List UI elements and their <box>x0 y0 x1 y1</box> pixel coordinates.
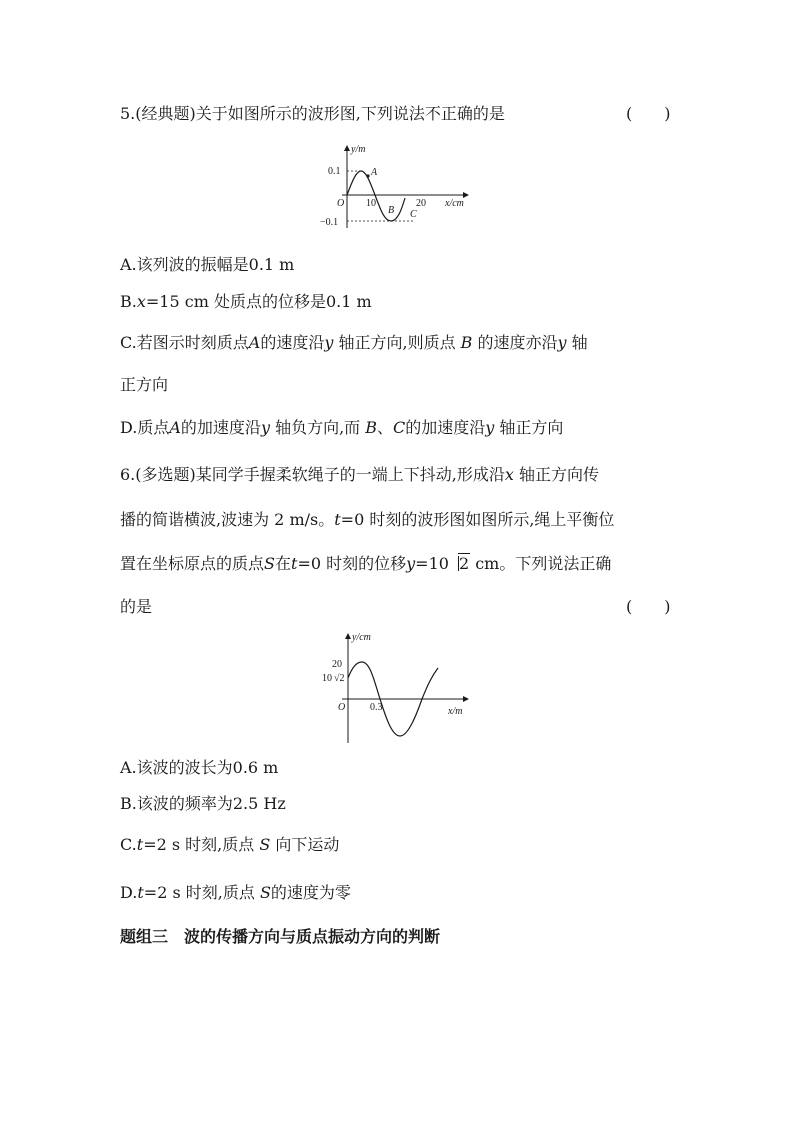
q5-wave-curve <box>347 171 405 221</box>
q5-label-c: C <box>410 209 417 220</box>
q6-option-a: A.该波的波长为0.6 m <box>120 758 279 777</box>
q6-tick-10r2: 10 √2 <box>322 673 345 684</box>
q5-tick-20: 20 <box>416 198 426 209</box>
q6-tick-03: 0.3 <box>370 702 383 713</box>
q6-tick-20: 20 <box>332 659 342 670</box>
q5-label-b: B <box>388 205 395 216</box>
q5-origin: O <box>337 198 345 209</box>
q6-y-axis-label: y/cm <box>352 632 371 643</box>
q6-origin: O <box>338 702 346 713</box>
q6-stem-line3: 置在坐标原点的质点S在t=0 时刻的位移y=10 2 cm。下列说法正确 <box>120 554 612 573</box>
q5-tick-neg: −0.1 <box>320 217 339 228</box>
q5-option-a: A.该列波的振幅是0.1 m <box>120 255 295 274</box>
q6-answer-paren: ( ) <box>626 597 671 616</box>
q5-label-a: A <box>371 167 378 178</box>
q5-wave-figure <box>320 140 480 235</box>
q6-option-b: B.该波的频率为2.5 Hz <box>120 794 286 813</box>
q5-option-b: B.x=15 cm 处质点的位移是0.1 m <box>120 292 372 311</box>
q6-stem-line2: 播的简谐横波,波速为 2 m/s。t=0 时刻的波形图如图所示,绳上平衡位 <box>120 510 615 529</box>
q6-wave-figure <box>318 628 478 746</box>
q5-option-c: C.若图示时刻质点A的速度沿y 轴正方向,则质点 B 的速度亦沿y 轴 <box>120 333 588 352</box>
q6-x-axis-label: x/m <box>448 706 463 717</box>
q6-option-c: C.t=2 s 时刻,质点 S 向下运动 <box>120 835 340 854</box>
q5-x-axis-label: x/cm <box>445 198 464 209</box>
section-title: 题组三 波的传播方向与质点振动方向的判断 <box>120 927 441 946</box>
sqrt-symbol: 2 <box>449 554 470 574</box>
q5-point-a <box>366 174 369 177</box>
q6-stem-line4: 的是 <box>120 597 153 616</box>
q5-option-d: D.质点A的加速度沿y 轴负方向,而 B、C的加速度沿y 轴正方向 <box>120 418 564 437</box>
q5-stem: 5.(经典题)关于如图所示的波形图,下列说法不正确的是 <box>120 104 505 123</box>
q5-answer-paren: ( ) <box>626 104 671 123</box>
q6-option-d: D.t=2 s 时刻,质点 S的速度为零 <box>120 883 351 902</box>
sqrt-icon: √ <box>334 673 340 684</box>
q5-tick-10: 10 <box>366 198 376 209</box>
q5-y-axis-label: y/m <box>351 144 366 155</box>
q5-tick-pos: 0.1 <box>328 166 341 177</box>
q6-stem-line1: 6.(多选题)某同学手握柔软绳子的一端上下抖动,形成沿x 轴正方向传 <box>120 465 599 484</box>
q5-option-c-cont: 正方向 <box>120 375 169 394</box>
